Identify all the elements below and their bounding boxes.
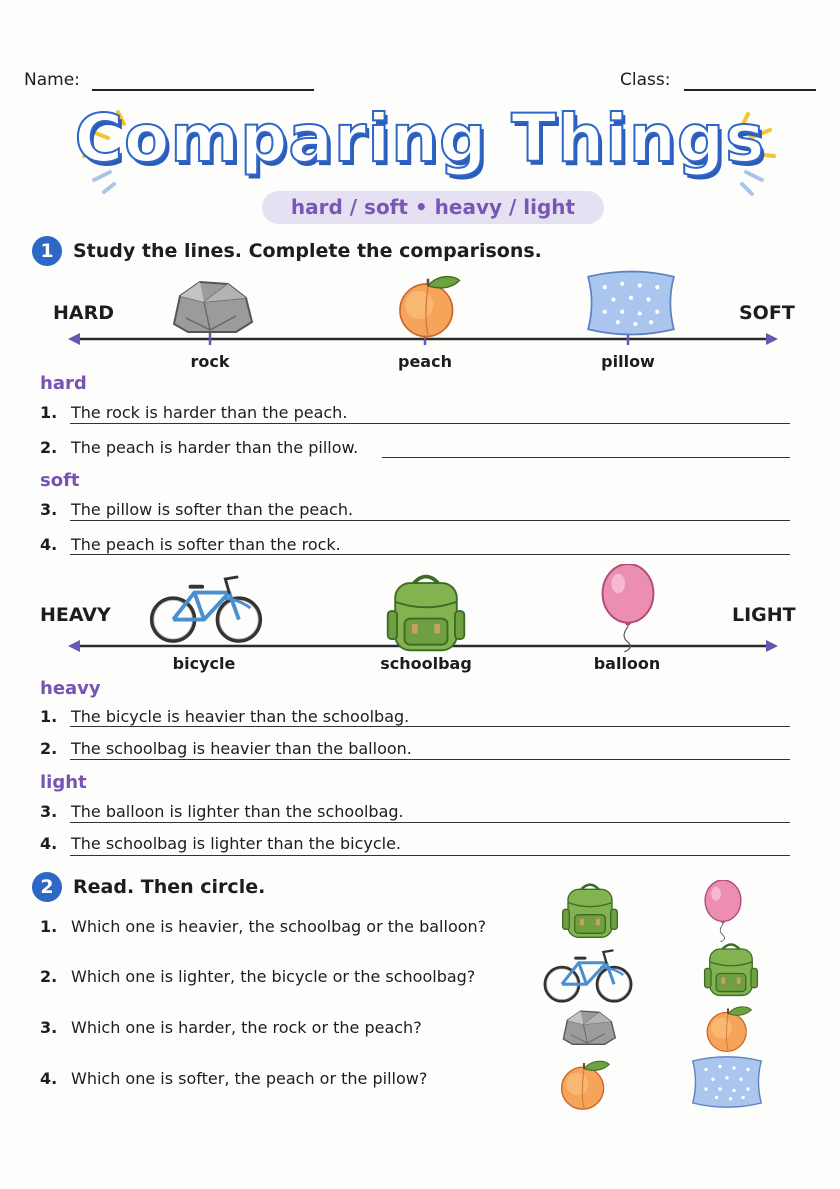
- item-number: 3.: [40, 802, 58, 821]
- scale-object-label: schoolbag: [380, 654, 472, 673]
- peach-icon[interactable]: [702, 1002, 754, 1054]
- answer-line[interactable]: [70, 520, 790, 521]
- section-number-badge: 1: [32, 236, 62, 266]
- scale-object-label: pillow: [601, 352, 655, 371]
- item-number: 4.: [40, 834, 58, 853]
- item-number: 1.: [40, 707, 58, 726]
- scale-object-label: rock: [190, 352, 230, 371]
- question-number: 1.: [40, 917, 58, 936]
- question-text: Which one is harder, the rock or the peach?: [71, 1018, 422, 1037]
- schoolbag-icon[interactable]: [702, 940, 760, 998]
- rock-icon[interactable]: [558, 1006, 618, 1048]
- comparison-sentence: The peach is harder than the pillow.: [71, 438, 359, 457]
- balloon-icon: [598, 564, 658, 652]
- answer-line[interactable]: [70, 423, 790, 424]
- bicycle-icon: [148, 568, 264, 648]
- answer-line[interactable]: [382, 457, 790, 458]
- section-title: Read. Then circle.: [73, 876, 266, 898]
- scale-object-label: balloon: [593, 654, 661, 673]
- rock-icon: [166, 276, 256, 336]
- pillow-icon: [576, 268, 686, 338]
- section-number-badge: 2: [32, 872, 62, 902]
- category-label-soft: soft: [40, 470, 80, 491]
- question-text: Which one is lighter, the bicycle or the schoolbag?: [71, 967, 476, 986]
- item-number: 2.: [40, 739, 58, 758]
- answer-line[interactable]: [70, 726, 790, 727]
- class-field[interactable]: [684, 89, 816, 91]
- page-title: Comparing Things: [74, 100, 766, 177]
- bicycle-icon[interactable]: [542, 944, 634, 1006]
- answer-line[interactable]: [70, 554, 790, 555]
- item-number: 3.: [40, 500, 58, 519]
- question-text: Which one is heavier, the schoolbag or the balloon?: [71, 917, 487, 936]
- answer-line[interactable]: [70, 759, 790, 760]
- name-field[interactable]: [92, 89, 314, 91]
- name-label: Name:: [24, 70, 80, 90]
- scale-left-label: HEAVY: [40, 604, 111, 626]
- peach-icon: [388, 270, 468, 340]
- comparison-sentence: The bicycle is heavier than the schoolbag.: [71, 707, 410, 726]
- comparison-sentence: The pillow is softer than the peach.: [71, 500, 354, 519]
- question-number: 3.: [40, 1018, 58, 1037]
- category-label-light: light: [40, 772, 87, 793]
- section-title: Study the lines. Complete the comparisons.: [73, 240, 542, 262]
- schoolbag-icon: [384, 570, 468, 654]
- item-number: 4.: [40, 535, 58, 554]
- schoolbag-icon[interactable]: [560, 880, 620, 940]
- subtitle-pill: hard / soft • heavy / light: [262, 191, 604, 224]
- comparison-sentence: The schoolbag is lighter than the bicycle.: [71, 834, 402, 853]
- question-text: Which one is softer, the peach or the pillow?: [71, 1069, 428, 1088]
- answer-line[interactable]: [70, 855, 790, 856]
- scale-object-label: bicycle: [172, 654, 236, 673]
- peach-icon[interactable]: [556, 1056, 612, 1112]
- pillow-icon[interactable]: [686, 1054, 768, 1110]
- comparison-sentence: The schoolbag is heavier than the balloon.: [71, 739, 412, 758]
- scale-right-label: LIGHT: [732, 604, 796, 626]
- scale-left-label: HARD: [53, 302, 115, 324]
- category-label-hard: hard: [40, 373, 87, 394]
- question-number: 4.: [40, 1069, 58, 1088]
- scale-object-label: peach: [398, 352, 452, 371]
- answer-line[interactable]: [70, 822, 790, 823]
- category-label-heavy: heavy: [40, 678, 101, 699]
- balloon-icon[interactable]: [702, 880, 744, 942]
- class-label: Class:: [620, 70, 671, 90]
- item-number: 1.: [40, 403, 58, 422]
- comparison-sentence: The rock is harder than the peach.: [71, 403, 348, 422]
- item-number: 2.: [40, 438, 58, 457]
- comparison-sentence: The balloon is lighter than the schoolbag.: [71, 802, 404, 821]
- scale-right-label: SOFT: [739, 302, 795, 324]
- question-number: 2.: [40, 967, 58, 986]
- comparison-sentence: The peach is softer than the rock.: [71, 535, 341, 554]
